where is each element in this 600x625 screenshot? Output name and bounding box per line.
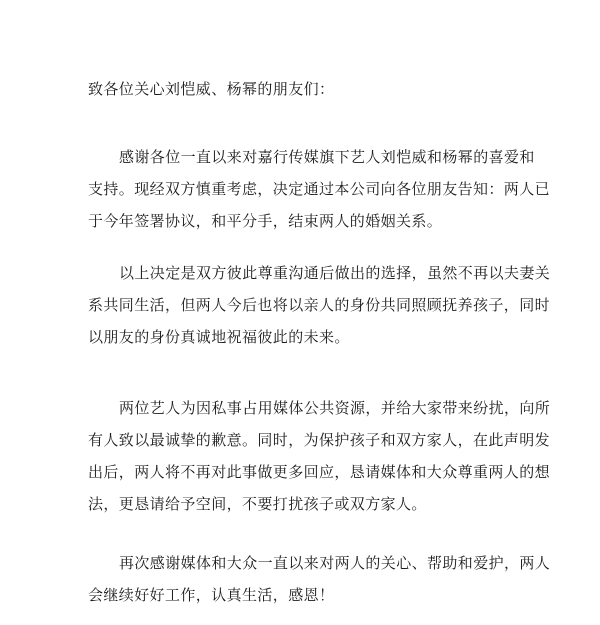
paragraph-line: 于今年签署协议，和平分手，结束两人的婚姻关系。 xyxy=(88,212,443,230)
letter-paragraph-3 xyxy=(88,392,551,520)
letter-paragraph-2 xyxy=(88,257,551,353)
letter-paragraph-1 xyxy=(88,141,551,237)
paragraph-line: 以上决定是双方彼此尊重沟通后做出的选择，虽然不再以夫妻关 xyxy=(119,264,551,282)
paragraph-line: 再次感谢媒体和大众一直以来对两人的关心、帮助和爱护，两人 xyxy=(119,554,551,572)
paragraph-line: 支持。现经双方慎重考虑，决定通过本公司向各位朋友告知：两人已 xyxy=(88,180,551,198)
paragraph-line: 法，更恳请给予空间，不要打扰孩子或双方家人。 xyxy=(88,495,427,513)
paragraph-line: 两位艺人为因私事占用媒体公共资源，并给大家带来纷扰，向所 xyxy=(119,399,551,417)
paragraph-line: 以朋友的身份真诚地祝福彼此的未来。 xyxy=(88,328,350,346)
paragraph-line: 会继续好好工作，认真生活，感恩！ xyxy=(88,586,335,604)
letter-salutation: 致各位关心刘恺威、杨幂的朋友们： xyxy=(88,80,335,98)
paragraph-line: 系共同生活，但两人今后也将以亲人的身份共同照顾抚养孩子，同时 xyxy=(88,296,551,314)
paragraph-line: 出后，两人将不再对此事做更多回应，恳请媒体和大众尊重两人的想 xyxy=(88,463,551,481)
letter-paragraph-4 xyxy=(88,547,551,611)
paragraph-line: 有人致以最诚挚的歉意。同时，为保护孩子和双方家人，在此声明发 xyxy=(88,431,551,449)
paragraph-line: 感谢各位一直以来对嘉行传媒旗下艺人刘恺威和杨幂的喜爱和 xyxy=(119,148,535,166)
